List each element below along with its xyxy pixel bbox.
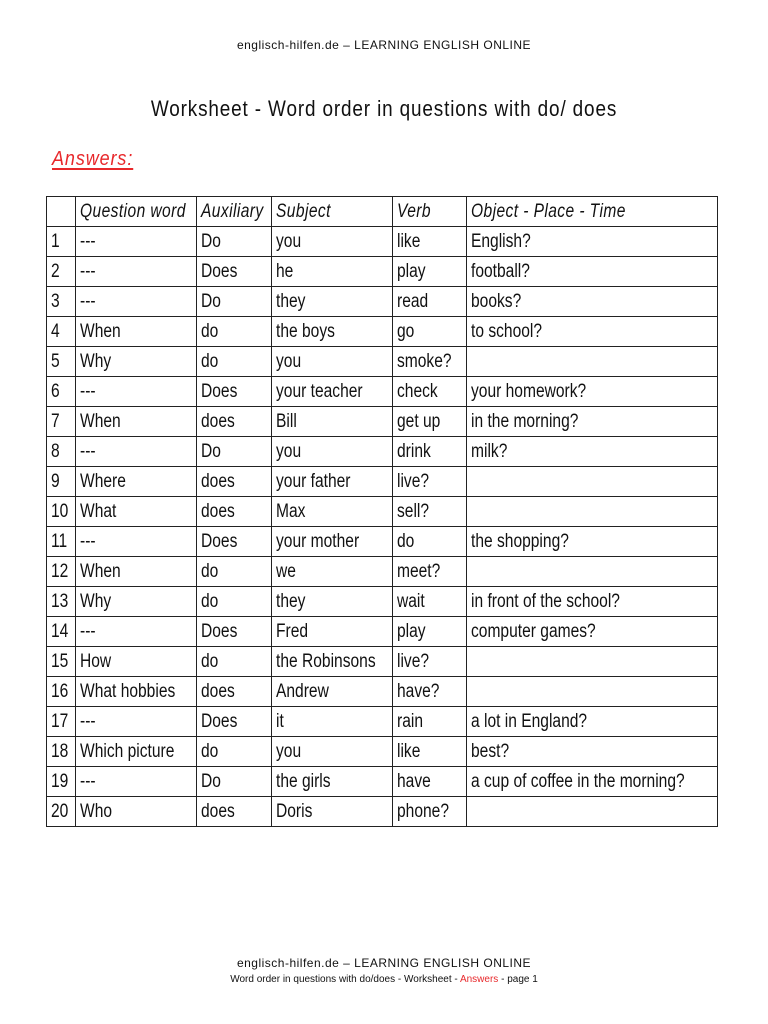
cell-text: your homework? [471, 380, 587, 402]
cell-text: in front of the school? [471, 590, 620, 612]
cell-row-number [47, 737, 76, 767]
cell-text: does [201, 800, 235, 822]
cell-verb [393, 437, 467, 467]
cell-object-place-time [467, 317, 718, 347]
cell-subject [272, 407, 393, 437]
cell-auxiliary [197, 467, 272, 497]
cell-text: 20 [51, 800, 69, 822]
cell-row-number [47, 557, 76, 587]
cell-object-place-time [467, 797, 718, 827]
cell-subject [272, 467, 393, 497]
cell-text: do [201, 590, 219, 612]
table-row [47, 377, 718, 407]
cell-verb [393, 377, 467, 407]
cell-text: Doris [276, 800, 313, 822]
cell-text: like [397, 740, 421, 762]
column-header-label: Auxiliary [201, 200, 264, 222]
cell-text: Do [201, 230, 221, 252]
cell-question-word [76, 617, 197, 647]
cell-text: do [201, 740, 219, 762]
cell-text: Bill [276, 410, 297, 432]
cell-text: football? [471, 260, 530, 282]
cell-question-word [76, 257, 197, 287]
cell-auxiliary [197, 527, 272, 557]
cell-text: When [80, 410, 121, 432]
cell-question-word [76, 227, 197, 257]
cell-text: English? [471, 230, 531, 252]
cell-subject [272, 737, 393, 767]
cell-text: your father [276, 470, 351, 492]
cell-text: live? [397, 650, 430, 672]
cell-text: --- [80, 620, 96, 642]
cell-text: Do [201, 290, 221, 312]
cell-text: 4 [51, 320, 60, 342]
cell-object-place-time [467, 227, 718, 257]
cell-text: they [276, 590, 306, 612]
cell-auxiliary [197, 377, 272, 407]
cell-text: 9 [51, 470, 60, 492]
column-header-label: Verb [397, 200, 431, 222]
cell-question-word [76, 377, 197, 407]
cell-verb [393, 317, 467, 347]
cell-verb [393, 467, 467, 497]
cell-text: 14 [51, 620, 69, 642]
cell-text: When [80, 560, 121, 582]
cell-object-place-time [467, 527, 718, 557]
cell-text: do [201, 320, 219, 342]
table-row [47, 317, 718, 347]
cell-text: --- [80, 260, 96, 282]
cell-row-number [47, 407, 76, 437]
cell-auxiliary [197, 437, 272, 467]
cell-text: check [397, 380, 438, 402]
cell-text: --- [80, 290, 96, 312]
cell-row-number [47, 617, 76, 647]
cell-text: 15 [51, 650, 69, 672]
cell-text: rain [397, 710, 423, 732]
cell-subject [272, 317, 393, 347]
table-header-row [47, 197, 718, 227]
cell-text: --- [80, 380, 96, 402]
cell-text: play [397, 620, 426, 642]
cell-text: drink [397, 440, 431, 462]
column-header-question-word [76, 197, 197, 227]
cell-text: meet? [397, 560, 441, 582]
cell-text: does [201, 410, 235, 432]
cell-text: 16 [51, 680, 69, 702]
cell-object-place-time [467, 437, 718, 467]
cell-row-number [47, 677, 76, 707]
column-header-label: Object - Place - Time [471, 200, 626, 222]
cell-question-word [76, 317, 197, 347]
cell-subject [272, 677, 393, 707]
cell-text: the Robinsons [276, 650, 376, 672]
cell-text: play [397, 260, 426, 282]
cell-row-number [47, 347, 76, 377]
cell-question-word [76, 557, 197, 587]
cell-auxiliary [197, 287, 272, 317]
cell-auxiliary [197, 227, 272, 257]
cell-question-word [76, 437, 197, 467]
cell-text: Does [201, 530, 238, 552]
cell-text: Fred [276, 620, 309, 642]
cell-subject [272, 377, 393, 407]
cell-object-place-time [467, 347, 718, 377]
cell-text: How [80, 650, 112, 672]
footer-site: englisch-hilfen.de – LEARNING ENGLISH ONLINE [236, 956, 532, 970]
cell-text: have? [397, 680, 440, 702]
cell-object-place-time [467, 617, 718, 647]
cell-text: do [201, 560, 219, 582]
cell-auxiliary [197, 257, 272, 287]
cell-text: 7 [51, 410, 60, 432]
cell-object-place-time [467, 647, 718, 677]
cell-subject [272, 437, 393, 467]
cell-text: have [397, 770, 431, 792]
page-title: Worksheet - Word order in questions with do/ does [150, 96, 618, 121]
cell-row-number [47, 467, 76, 497]
cell-auxiliary [197, 737, 272, 767]
column-header-verb [393, 197, 467, 227]
table-row [47, 347, 718, 377]
cell-verb [393, 737, 467, 767]
cell-text: he [276, 260, 294, 282]
cell-text: the boys [276, 320, 335, 342]
cell-question-word [76, 347, 197, 377]
cell-text: 18 [51, 740, 69, 762]
cell-verb [393, 617, 467, 647]
cell-text: 3 [51, 290, 60, 312]
cell-question-word [76, 467, 197, 497]
cell-auxiliary [197, 767, 272, 797]
cell-verb [393, 797, 467, 827]
cell-text: you [276, 230, 302, 252]
cell-text: 12 [51, 560, 69, 582]
cell-text: Where [80, 470, 126, 492]
cell-subject [272, 257, 393, 287]
cell-question-word [76, 407, 197, 437]
page-header: englisch-hilfen.de – LEARNING ENGLISH ONLINE [236, 38, 532, 52]
cell-object-place-time [467, 257, 718, 287]
cell-subject [272, 647, 393, 677]
table-row [47, 407, 718, 437]
cell-subject [272, 527, 393, 557]
cell-auxiliary [197, 617, 272, 647]
table-row [47, 677, 718, 707]
cell-text: phone? [397, 800, 449, 822]
cell-subject [272, 617, 393, 647]
cell-question-word [76, 497, 197, 527]
cell-text: your mother [276, 530, 360, 552]
cell-text: a lot in England? [471, 710, 588, 732]
cell-auxiliary [197, 317, 272, 347]
table-row [47, 707, 718, 737]
cell-text: in the morning? [471, 410, 579, 432]
footer-page-number: - page 1 [498, 974, 538, 985]
cell-question-word [76, 737, 197, 767]
cell-auxiliary [197, 557, 272, 587]
cell-object-place-time [467, 677, 718, 707]
footer-answers-label: Answers [459, 974, 499, 985]
cell-verb [393, 767, 467, 797]
cell-verb [393, 527, 467, 557]
cell-auxiliary [197, 677, 272, 707]
cell-text: Why [80, 350, 112, 372]
cell-text: live? [397, 470, 430, 492]
cell-text: your teacher [276, 380, 363, 402]
cell-subject [272, 497, 393, 527]
cell-verb [393, 707, 467, 737]
cell-text: What hobbies [80, 680, 176, 702]
cell-object-place-time [467, 587, 718, 617]
table-body [47, 227, 718, 827]
cell-auxiliary [197, 407, 272, 437]
cell-auxiliary [197, 707, 272, 737]
cell-verb [393, 257, 467, 287]
cell-text: Max [276, 500, 306, 522]
cell-text: Does [201, 380, 238, 402]
cell-subject [272, 227, 393, 257]
cell-row-number [47, 497, 76, 527]
cell-row-number [47, 257, 76, 287]
cell-subject [272, 707, 393, 737]
cell-text: Does [201, 260, 238, 282]
cell-text: --- [80, 440, 96, 462]
table-row [47, 437, 718, 467]
table-row [47, 467, 718, 497]
cell-text: a cup of coffee in the morning? [471, 770, 685, 792]
cell-question-word [76, 587, 197, 617]
column-header-row-number [47, 197, 76, 227]
cell-text: 6 [51, 380, 60, 402]
table-row [47, 587, 718, 617]
cell-text: 8 [51, 440, 60, 462]
table-row [47, 647, 718, 677]
cell-subject [272, 797, 393, 827]
cell-text: like [397, 230, 421, 252]
cell-text: you [276, 350, 302, 372]
cell-row-number [47, 317, 76, 347]
cell-text: best? [471, 740, 510, 762]
cell-text: Does [201, 620, 238, 642]
cell-text: the girls [276, 770, 331, 792]
cell-text: milk? [471, 440, 508, 462]
cell-auxiliary [197, 347, 272, 377]
cell-verb [393, 587, 467, 617]
cell-text: --- [80, 530, 96, 552]
cell-object-place-time [467, 737, 718, 767]
cell-text: read [397, 290, 429, 312]
cell-text: the shopping? [471, 530, 569, 552]
cell-row-number [47, 767, 76, 797]
cell-text: it [276, 710, 284, 732]
cell-question-word [76, 647, 197, 677]
cell-row-number [47, 377, 76, 407]
cell-text: Do [201, 440, 221, 462]
cell-question-word [76, 677, 197, 707]
cell-text: 19 [51, 770, 69, 792]
cell-text: computer games? [471, 620, 596, 642]
cell-text: do [201, 350, 219, 372]
footer-page-info [0, 974, 768, 985]
table-row [47, 737, 718, 767]
column-header-auxiliary [197, 197, 272, 227]
cell-text: --- [80, 770, 96, 792]
cell-text: Do [201, 770, 221, 792]
table-row [47, 617, 718, 647]
cell-row-number [47, 527, 76, 557]
cell-question-word [76, 797, 197, 827]
cell-question-word [76, 767, 197, 797]
cell-text: --- [80, 710, 96, 732]
cell-text: 2 [51, 260, 60, 282]
answers-table [46, 196, 718, 827]
cell-row-number [47, 647, 76, 677]
cell-row-number [47, 707, 76, 737]
cell-object-place-time [467, 497, 718, 527]
cell-text: Which picture [80, 740, 175, 762]
cell-subject [272, 557, 393, 587]
cell-text: 1 [51, 230, 60, 252]
cell-row-number [47, 797, 76, 827]
cell-object-place-time [467, 377, 718, 407]
cell-text: What [80, 500, 117, 522]
footer-doc-name: Word order in questions with do/does - Worksheet - [230, 974, 460, 985]
cell-text: do [201, 650, 219, 672]
cell-text: 13 [51, 590, 69, 612]
cell-subject [272, 767, 393, 797]
table-row [47, 257, 718, 287]
cell-object-place-time [467, 407, 718, 437]
cell-question-word [76, 707, 197, 737]
cell-verb [393, 407, 467, 437]
cell-text: do [397, 530, 415, 552]
cell-text: When [80, 320, 121, 342]
cell-auxiliary [197, 797, 272, 827]
cell-question-word [76, 287, 197, 317]
table-row [47, 767, 718, 797]
cell-object-place-time [467, 767, 718, 797]
cell-row-number [47, 587, 76, 617]
table-row [47, 227, 718, 257]
cell-text: you [276, 740, 302, 762]
cell-object-place-time [467, 707, 718, 737]
cell-text: Why [80, 590, 112, 612]
cell-text: get up [397, 410, 441, 432]
cell-text: does [201, 470, 235, 492]
cell-question-word [76, 527, 197, 557]
table-row [47, 557, 718, 587]
cell-text: 10 [51, 500, 69, 522]
cell-verb [393, 557, 467, 587]
cell-text: Andrew [276, 680, 329, 702]
cell-auxiliary [197, 587, 272, 617]
cell-text: to school? [471, 320, 543, 342]
cell-text: does [201, 680, 235, 702]
table-row [47, 797, 718, 827]
cell-subject [272, 587, 393, 617]
cell-verb [393, 647, 467, 677]
cell-text: 5 [51, 350, 60, 372]
cell-verb [393, 497, 467, 527]
cell-auxiliary [197, 497, 272, 527]
cell-text: books? [471, 290, 522, 312]
cell-verb [393, 227, 467, 257]
cell-text: we [276, 560, 296, 582]
cell-row-number [47, 227, 76, 257]
cell-subject [272, 287, 393, 317]
cell-verb [393, 677, 467, 707]
cell-text: you [276, 440, 302, 462]
answers-label: Answers: [52, 148, 134, 170]
column-header-subject [272, 197, 393, 227]
cell-verb [393, 287, 467, 317]
cell-text: 11 [51, 530, 68, 552]
cell-text: --- [80, 230, 96, 252]
cell-text: Does [201, 710, 238, 732]
column-header-label: Subject [276, 200, 331, 222]
cell-object-place-time [467, 287, 718, 317]
column-header-object-place-time [467, 197, 718, 227]
cell-object-place-time [467, 467, 718, 497]
cell-row-number [47, 437, 76, 467]
cell-text: sell? [397, 500, 430, 522]
cell-text: 17 [51, 710, 69, 732]
cell-text: go [397, 320, 415, 342]
cell-verb [393, 347, 467, 377]
cell-subject [272, 347, 393, 377]
cell-auxiliary [197, 647, 272, 677]
cell-text: does [201, 500, 235, 522]
table-row [47, 497, 718, 527]
column-header-label: Question word [80, 200, 186, 222]
cell-text: wait [397, 590, 425, 612]
table-row [47, 287, 718, 317]
cell-text: they [276, 290, 306, 312]
table-row [47, 527, 718, 557]
cell-object-place-time [467, 557, 718, 587]
cell-row-number [47, 287, 76, 317]
cell-text: Who [80, 800, 113, 822]
cell-text: smoke? [397, 350, 452, 372]
